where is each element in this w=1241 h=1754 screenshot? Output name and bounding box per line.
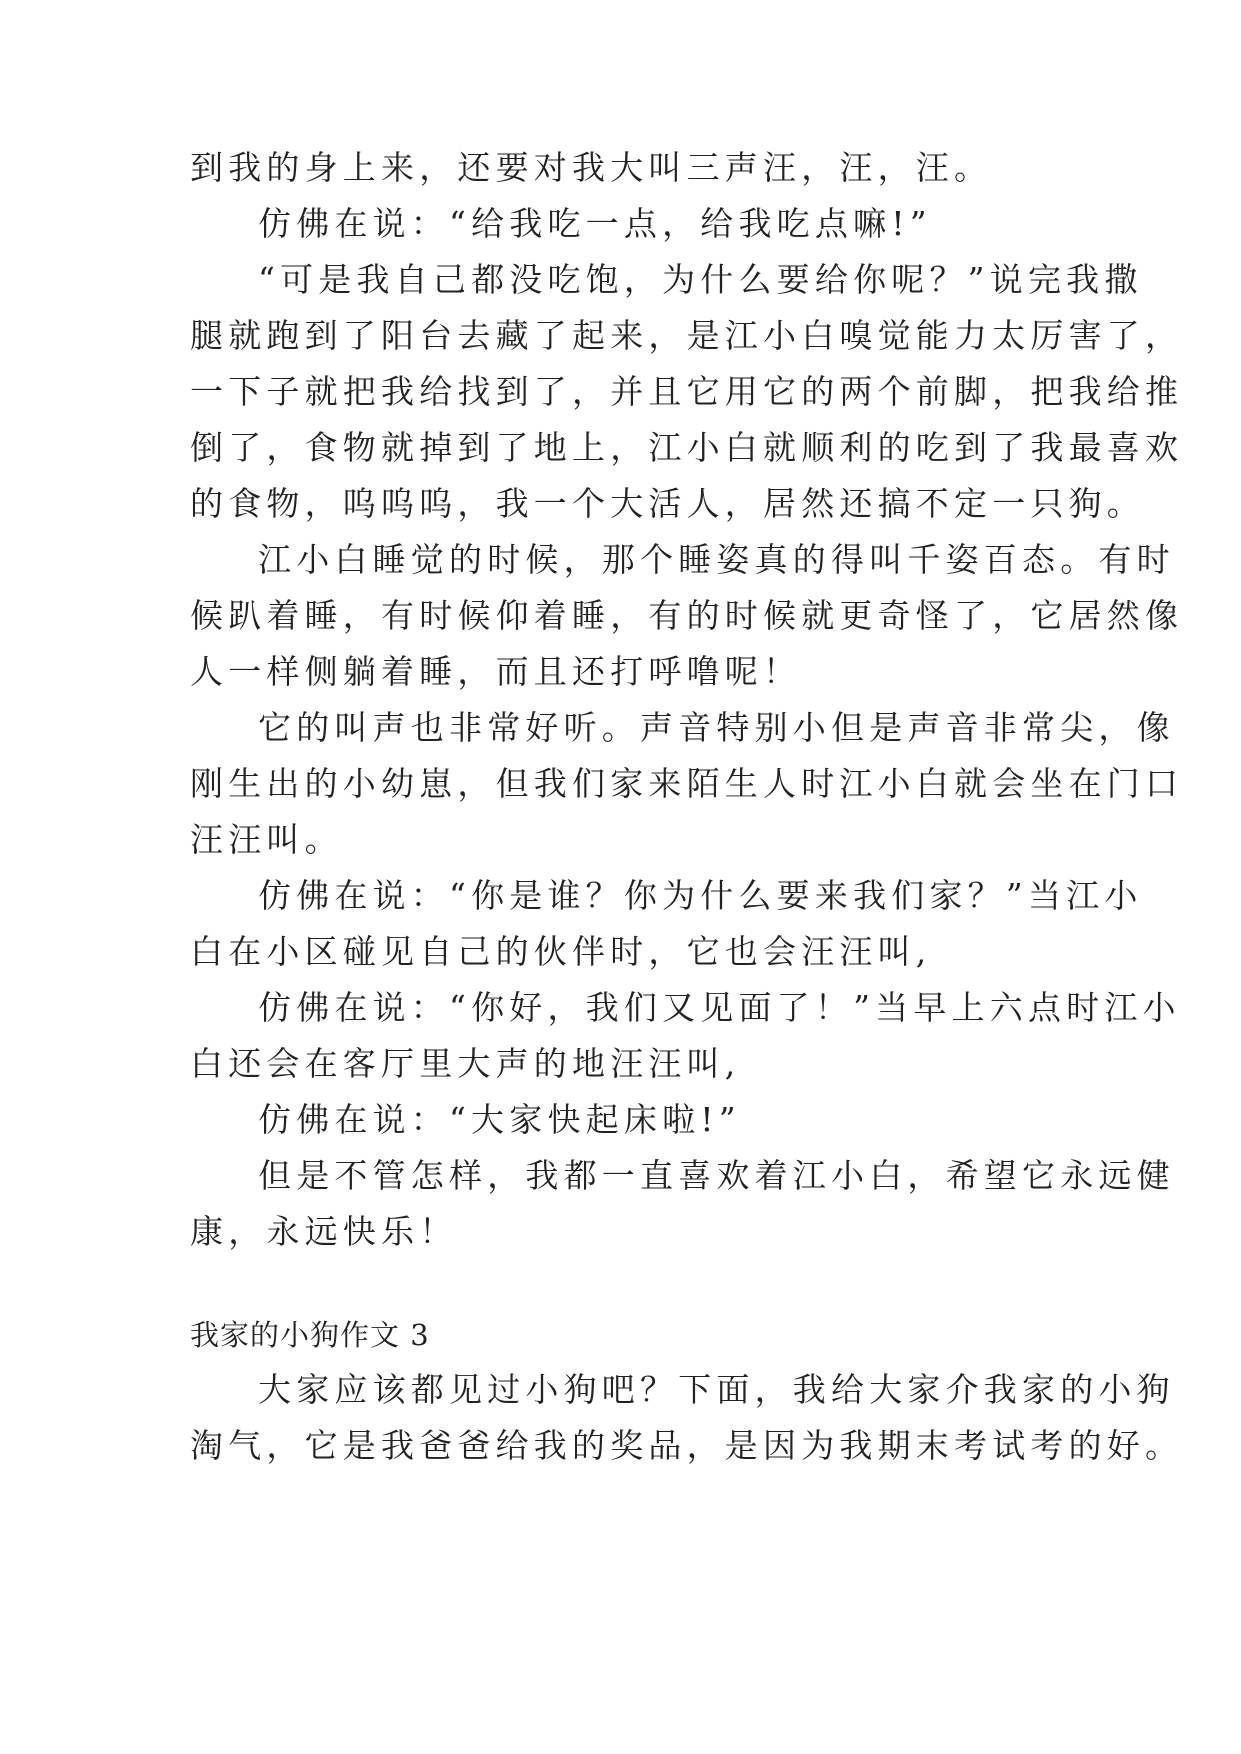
section-title: 我家的小狗作文 3 — [190, 1318, 430, 1352]
text-line: 的食物，呜呜呜，我一个大活人，居然还搞不定一只狗。 — [190, 484, 1145, 523]
text-line: 它的叫声也非常好听。声音特别小但是声音非常尖，像 — [258, 708, 1175, 747]
text-line: 白还会在客厅里大声的地汪汪叫, — [190, 1044, 741, 1083]
text-line: 一下子就把我给找到了，并且它用它的两个前脚，把我给推 — [190, 372, 1184, 411]
text-line: 刚生出的小幼崽，但我们家来陌生人时江小白就会坐在门口 — [190, 764, 1184, 803]
text-line: 仿佛在说：“你是谁？你为什么要来我们家？”当江小 — [258, 876, 1143, 915]
text-line: 康，永远快乐！ — [190, 1212, 458, 1251]
text-line: 倒了，食物就掉到了地上，江小白就顺利的吃到了我最喜欢 — [190, 428, 1184, 467]
text-line: “可是我自己都没吃饱，为什么要给你呢？”说完我撒 — [258, 260, 1143, 299]
text-line: 大家应该都见过小狗吧？下面，我给大家介我家的小狗 — [258, 1370, 1175, 1409]
text-line: 候趴着睡，有时候仰着睡，有的时候就更奇怪了，它居然像 — [190, 596, 1184, 635]
text-line: 但是不管怎样，我都一直喜欢着江小白，希望它永远健 — [258, 1156, 1175, 1195]
text-line: 人一样侧躺着睡，而且还打呼噜呢！ — [190, 652, 802, 691]
text-line: 汪汪叫。 — [190, 820, 343, 859]
text-line: 仿佛在说：“大家快起床啦!” — [258, 1100, 741, 1139]
text-line: 腿就跑到了阳台去藏了起来，是江小白嗅觉能力太厉害了， — [190, 316, 1184, 355]
text-line: 淘气，它是我爸爸给我的奖品，是因为我期末考试考的好。 — [190, 1426, 1184, 1465]
text-line: 仿佛在说：“你好，我们又见面了！”当早上六点时江小 — [258, 988, 1181, 1027]
text-line: 仿佛在说：“给我吃一点，给我吃点嘛!” — [258, 204, 932, 243]
text-line: 江小白睡觉的时候，那个睡姿真的得叫千姿百态。有时 — [258, 540, 1175, 579]
text-line: 白在小区碰见自己的伙伴时，它也会汪汪叫, — [190, 932, 932, 971]
text-line: 到我的身上来，还要对我大叫三声汪，汪，汪。 — [190, 148, 993, 187]
